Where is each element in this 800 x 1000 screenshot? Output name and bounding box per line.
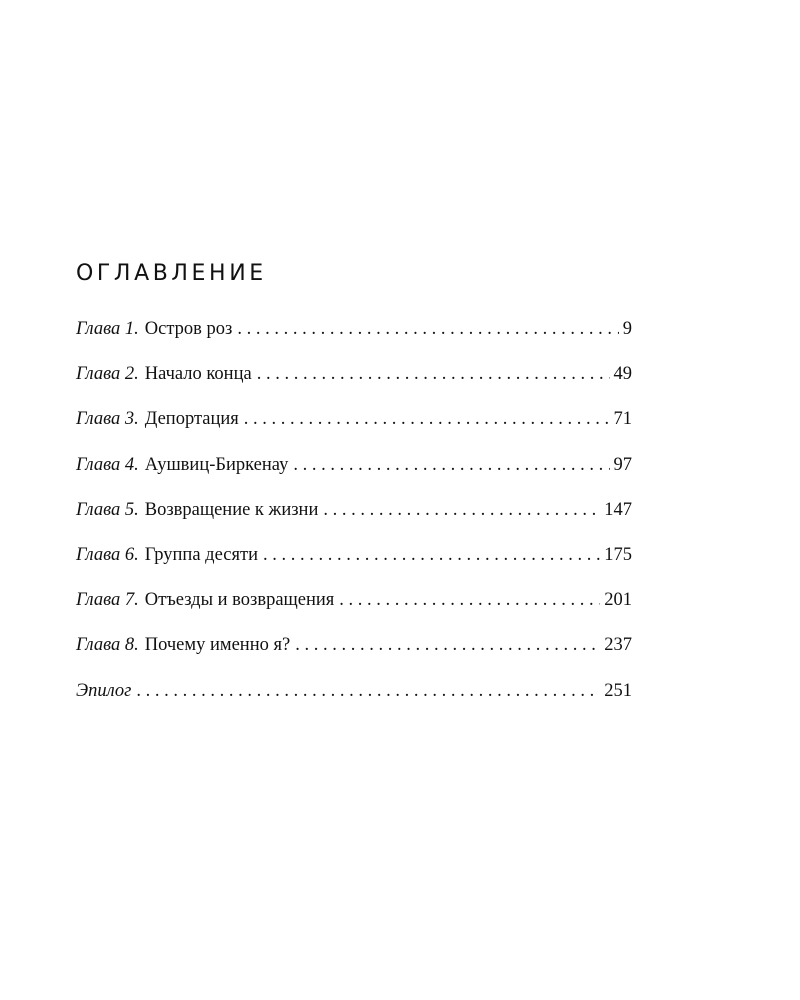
toc-entry-epilogue[interactable]: [76, 677, 632, 722]
page-number: 9: [622, 319, 632, 339]
toc-entry-chapter-7[interactable]: [76, 586, 632, 631]
dot-leader: [295, 631, 600, 659]
chapter-label: Глава 3.: [76, 409, 139, 430]
chapter-title: Отъезды и возвращения: [144, 590, 335, 611]
page-number: 237: [604, 635, 632, 656]
page-number: 251: [604, 680, 632, 701]
chapter-label: Глава 1.: [76, 319, 139, 339]
chapter-title: Группа десяти: [144, 544, 258, 565]
page-number: 49: [613, 364, 632, 385]
dot-leader: [257, 360, 610, 388]
toc-entry-chapter-6[interactable]: [76, 541, 632, 586]
page-number: 97: [613, 454, 632, 475]
chapter-title: Остров роз: [144, 319, 233, 339]
chapter-label: Глава 6.: [76, 544, 139, 565]
toc-entry-chapter-3[interactable]: [76, 405, 632, 450]
epilogue-label: Эпилог: [76, 680, 132, 701]
chapter-title: Почему именно я?: [144, 635, 291, 656]
toc-entry-chapter-2[interactable]: [76, 360, 632, 405]
page-number: 71: [613, 409, 632, 430]
chapter-label: Глава 2.: [76, 364, 139, 385]
dot-leader: [339, 586, 600, 614]
page-number: 147: [604, 499, 632, 520]
toc-list: [76, 315, 632, 722]
dot-leader: [136, 677, 600, 705]
chapter-title: Аушвиц-Биркенау: [144, 454, 289, 475]
chapter-label: Глава 8.: [76, 635, 139, 656]
chapter-title: Начало конца: [144, 364, 252, 385]
page-number: 175: [604, 544, 632, 565]
dot-leader: [293, 451, 609, 479]
chapter-title: Депортация: [144, 409, 239, 430]
toc-heading: ОГЛАВЛЕНИЕ: [76, 261, 267, 286]
dot-leader: [244, 405, 610, 433]
toc-entry-chapter-5[interactable]: [76, 496, 632, 541]
chapter-label: Глава 5.: [76, 499, 139, 520]
toc-entry-chapter-1[interactable]: [76, 315, 632, 360]
dot-leader: [323, 496, 600, 524]
chapter-title: Возвращение к жизни: [144, 499, 319, 520]
chapter-label: Глава 7.: [76, 590, 139, 611]
toc-entry-chapter-8[interactable]: [76, 631, 632, 676]
page-number: 201: [604, 590, 632, 611]
dot-leader: [237, 315, 618, 343]
toc-entry-chapter-4[interactable]: [76, 451, 632, 496]
dot-leader: [263, 541, 600, 569]
chapter-label: Глава 4.: [76, 454, 139, 475]
